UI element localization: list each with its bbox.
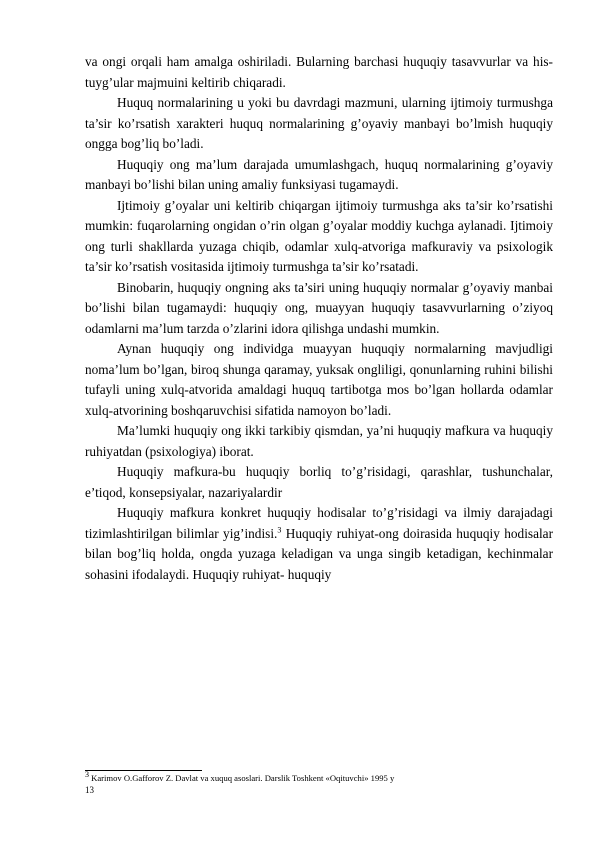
- body-paragraph-with-footnote: [85, 503, 553, 585]
- page-number: 13: [85, 785, 94, 795]
- body-paragraph: Ma’lumki huquqiy ong ikki tarkibiy qismdan, ya’ni huquqiy mafkura va huquqiy ruhiyatdan (psixologiya) iborat.: [85, 423, 553, 459]
- body-paragraph: Aynan huquqiy ong individga muayyan huquqiy normalarning mavjudligi noma’lum bo’lgan, biroq shunga qaramay, yuksak ongliligi, qonunlarning ruhini bilishi tufayli uning xulq-atvorida amaldagi huquq tartibotga mos bo’lgan hollarda odamlar xulq-atvorining boshqaruvchisi sifatida namoyon bo’ladi.: [85, 341, 553, 418]
- footnote: [85, 770, 553, 784]
- footnote-marker: 3: [85, 770, 89, 780]
- body-paragraph: Huquqiy ong ma’lum darajada umumlashgach, huquq normalarining g’oyaviy manbayi bo’lishi bilan uning amaliy funksiyasi tugamaydi.: [85, 156, 553, 192]
- body-paragraph: Ijtimoiy g’oyalar uni keltirib chiqargan ijtimoiy turmushga aks ta’sir ko’rsatishi mumkin: fuqarolarning ongidan o’rin olgan g’oyalar moddiy kuchga aylanadi. Ijtimoiy ong turli shakllarda yuzaga chiqib, odamlar xulq-atvoriga mafkuraviy va psixologik ta’sir ko’rsatish vositasida ijtimoiy turmushga ta’sir ko’rsatadi.: [85, 197, 553, 274]
- body-paragraph: va ongi orqali ham amalga oshiriladi. Bularning barchasi huquqiy tasavvurlar va his- tuyg’ular majmuini keltirib chiqaradi.: [85, 54, 553, 90]
- body-paragraph: Huquqiy mafkura-bu huquqiy borliq to’g’risidagi, qarashlar, tushunchalar, e’tiqod, konsepsiyalar, nazariyalardir: [85, 464, 553, 500]
- paragraph-text: Huquqiy ruhiyat-ong doirasida huquqiy hodisalar bilan bog’liq holda, ongda yuzaga keladigan va unga singib ketadigan, kechinmalar sohasini ifodalaydi. Huquqiy ruhiyat- huquqiy: [85, 525, 554, 582]
- footnote-text: Karimov O.Gafforov Z. Davlat va xuquq asoslari. Darslik Toshkent «Oqituvchi» 1995 y: [89, 773, 395, 783]
- paragraph-text: Huquqiy mafkura konkret huquqiy hodisalar to’g’risidagi va ilmiy darajadagi tizimlashtirilgan bilimlar yig’indisi.: [85, 505, 553, 541]
- body-paragraph: Huquq normalarining u yoki bu davrdagi mazmuni, ularning ijtimoiy turmushga ta’sir ko’rsatish xarakteri huquq normalarining g’oyaviy manbayi bo’lmish huquqiy ongga bog’liq bo’ladi.: [85, 95, 553, 151]
- body-paragraph: Binobarin, huquqiy ongning aks ta’siri uning huquqiy normalar g’oyaviy manbai bo’lishi bilan tugamaydi: huquqiy ong, muayyan huquqiy tasavvurlarning o’ziyoq odamlarni ma’lum tarzda o’zlarini idora qilishga undashi mumkin.: [85, 279, 553, 336]
- page-body: [85, 52, 553, 585]
- footnote-reference[interactable]: 3: [277, 525, 282, 535]
- footnote-divider: [85, 770, 202, 771]
